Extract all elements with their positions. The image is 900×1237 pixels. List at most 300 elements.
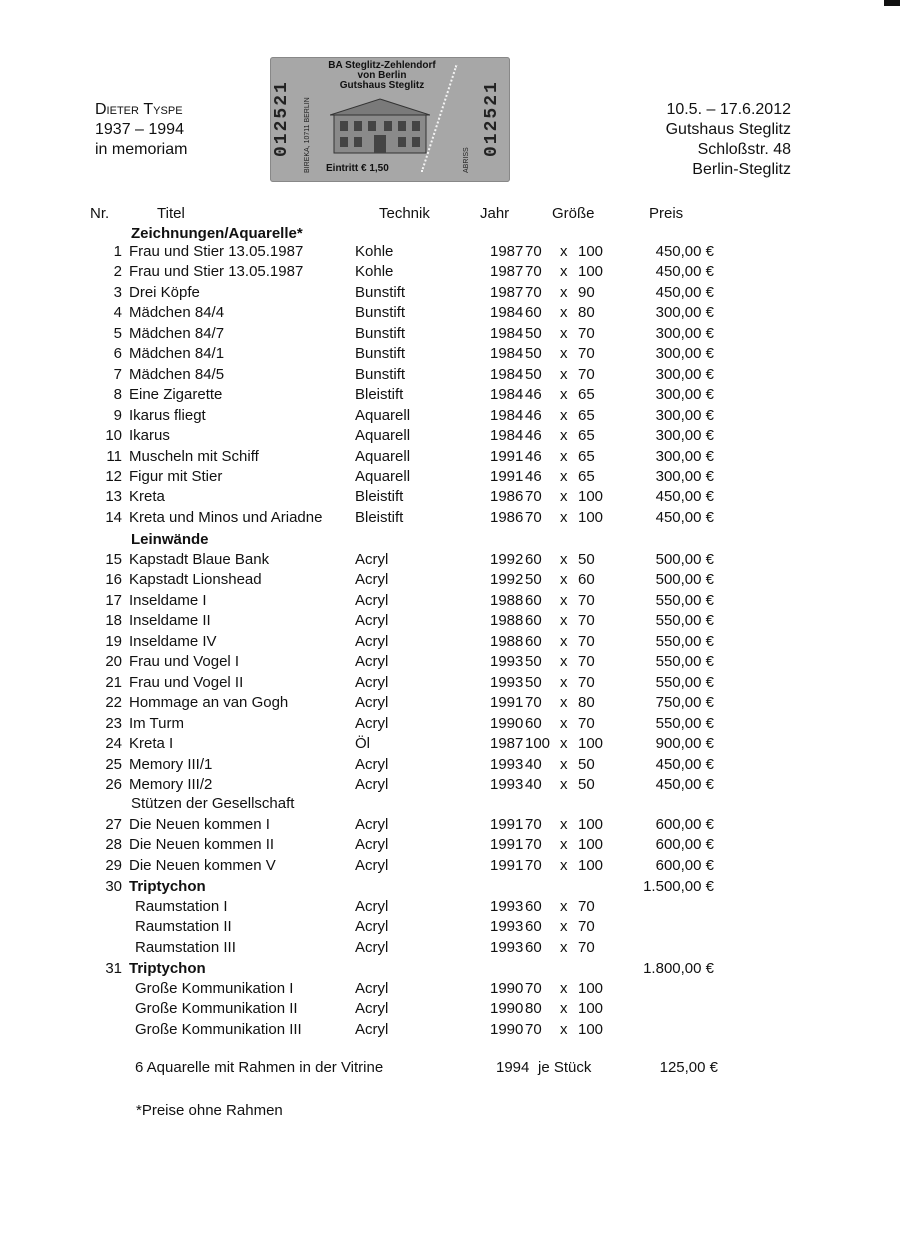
cell-times: x: [560, 447, 568, 465]
cell-price: 1.800,00 €: [643, 960, 714, 977]
cell-year: 1987: [490, 243, 524, 260]
cell-price: 900,00 €: [655, 735, 714, 753]
cell-width: 70: [525, 694, 542, 712]
cell-title: Eine Zigarette: [129, 386, 223, 404]
cell-times: x: [560, 345, 568, 363]
cell-title: Mädchen 84/7: [129, 324, 225, 342]
cell-height: 70: [578, 365, 595, 383]
cell-height: 70: [578, 591, 595, 609]
table-row: [0, 959, 900, 979]
cell-title: Frau und Vogel II: [129, 673, 244, 691]
cell-times: x: [560, 243, 568, 260]
cell-title: Frau und Stier 13.05.1987: [129, 243, 304, 260]
cell-price: 450,00 €: [655, 263, 714, 281]
cell-technique: Bunstift: [355, 345, 406, 363]
cell-nr: 23: [105, 714, 122, 732]
cell-width: 60: [525, 304, 542, 322]
table-row: [0, 1058, 900, 1078]
cell-price: 300,00 €: [655, 304, 714, 322]
cell-year: 1993: [490, 938, 524, 956]
cell-year: 1988: [490, 612, 524, 630]
ticket-line-2: von Berlin: [357, 70, 407, 81]
cell-width: 70: [525, 980, 542, 997]
cell-times: x: [560, 427, 568, 445]
cell-technique: Acryl: [355, 1000, 389, 1018]
cell-height: 70: [578, 632, 595, 650]
cell-title: Mädchen 84/5: [129, 365, 225, 383]
cell-height: 80: [578, 694, 595, 712]
cell-title: Mädchen 84/4: [129, 304, 225, 322]
table-row: [0, 714, 900, 734]
cell-technique: Aquarell: [355, 427, 411, 445]
cell-price: 600,00 €: [655, 836, 714, 854]
cell-height: 70: [578, 673, 595, 691]
cell-price: 450,00 €: [655, 775, 714, 793]
cell-technique: Aquarell: [355, 447, 411, 465]
ticket-abriss: ABRISS: [463, 147, 470, 173]
cell-title: Hommage an van Gogh: [129, 694, 289, 712]
cell-price: 550,00 €: [655, 591, 714, 609]
table-row: [0, 877, 900, 897]
cell-title: Triptychon: [129, 878, 206, 895]
cell-height: 100: [578, 980, 604, 997]
cell-year: 1993: [490, 653, 524, 671]
cell-height: 65: [578, 467, 595, 485]
cell-times: x: [560, 612, 568, 630]
ticket-entry-price: Eintritt € 1,50: [326, 163, 389, 174]
ticket-number-right: 012521: [482, 80, 502, 157]
cell-width: 40: [525, 755, 542, 773]
cell-technique: Acryl: [355, 673, 389, 691]
cell-technique: Acryl: [355, 591, 389, 609]
cell-technique: Acryl: [355, 1020, 389, 1038]
cell-width: 70: [525, 836, 542, 854]
cell-height: 65: [578, 427, 595, 445]
cell-year: 1990: [490, 980, 524, 997]
table-row: [0, 979, 900, 999]
cell-price: 1.500,00 €: [643, 878, 714, 895]
cell-width: 50: [525, 571, 542, 589]
ticket-printer: BIREKA, 10711 BERLIN: [304, 97, 311, 173]
cell-width: 80: [525, 1000, 542, 1018]
cell-title: Inseldame IV: [129, 632, 217, 650]
cell-title: Kapstadt Lionshead: [129, 571, 262, 589]
artist-first-name: Dieter: [95, 101, 139, 118]
cell-year: 1993: [490, 775, 524, 793]
cell-width: 40: [525, 775, 542, 793]
cell-height: 100: [578, 1000, 604, 1018]
table-row: [0, 283, 900, 303]
cell-height: 65: [578, 447, 595, 465]
table-row: [0, 693, 900, 713]
cell-year: 1991: [490, 836, 524, 854]
entry-ticket: [270, 57, 510, 182]
cell-title: Große Kommunikation III: [135, 1020, 302, 1038]
cell-height: 90: [578, 283, 595, 301]
ticket-header: [322, 61, 442, 91]
cell-nr: 22: [105, 694, 122, 712]
cell-title: Inseldame II: [129, 612, 211, 630]
table-row: [0, 632, 900, 652]
cell-price: 500,00 €: [655, 551, 714, 568]
cell-times: x: [560, 1000, 568, 1018]
cell-year: 1991: [490, 447, 524, 465]
cell-title: Ikarus: [129, 427, 170, 445]
cell-technique: Acryl: [355, 836, 389, 854]
cell-times: x: [560, 632, 568, 650]
cell-title: Frau und Stier 13.05.1987: [129, 263, 304, 281]
cell-title: Raumstation II: [135, 918, 232, 936]
cell-nr: 29: [105, 856, 122, 874]
cell-technique: Acryl: [355, 856, 389, 874]
cell-width: 60: [525, 938, 542, 956]
cell-title: Memory III/2: [129, 775, 213, 793]
cell-nr: 28: [105, 836, 122, 854]
cell-price: 450,00 €: [655, 508, 714, 526]
cell-nr: 13: [105, 488, 122, 506]
cell-nr: 27: [105, 816, 122, 833]
table-row: [0, 467, 900, 487]
cell-year: 1987: [490, 263, 524, 281]
event-block: [666, 100, 791, 180]
cell-price: 450,00 €: [655, 283, 714, 301]
cell-title: Kreta und Minos und Ariadne: [129, 508, 323, 526]
cell-title: Figur mit Stier: [129, 467, 223, 485]
cell-year: 1993: [490, 918, 524, 936]
cell-height: 65: [578, 386, 595, 404]
section-canvas: Leinwände: [131, 531, 209, 548]
cell-times: x: [560, 856, 568, 874]
cell-nr: 21: [105, 673, 122, 691]
cell-height: 70: [578, 918, 595, 936]
cell-height: 100: [578, 508, 604, 526]
event-city: Berlin-Steglitz: [692, 161, 791, 178]
cell-nr: 9: [113, 406, 122, 424]
cell-technique: Acryl: [355, 980, 389, 997]
cell-nr: 1: [113, 243, 122, 260]
cell-nr: 7: [113, 365, 122, 383]
cell-price: 450,00 €: [655, 488, 714, 506]
table-row: [0, 550, 900, 570]
cell-width: 50: [525, 345, 542, 363]
cell-height: 80: [578, 304, 595, 322]
cell-nr: 14: [105, 508, 122, 526]
table-row: [0, 1020, 900, 1040]
cell-title: Raumstation III: [135, 938, 236, 956]
cell-price: 550,00 €: [655, 673, 714, 691]
cell-width: 60: [525, 918, 542, 936]
cell-year: 1984: [490, 345, 524, 363]
table-row: [0, 999, 900, 1019]
cell-nr: 25: [105, 755, 122, 773]
cell-title: Triptychon: [129, 960, 206, 977]
table-row: [0, 591, 900, 611]
cell-nr: 15: [105, 551, 122, 568]
cell-technique: Acryl: [355, 653, 389, 671]
cell-times: x: [560, 283, 568, 301]
cell-price: 550,00 €: [655, 632, 714, 650]
cell-title: Memory III/1: [129, 755, 213, 773]
cell-times: x: [560, 980, 568, 997]
cell-times: x: [560, 488, 568, 506]
table-row: [0, 385, 900, 405]
cell-price: 600,00 €: [655, 856, 714, 874]
cell-times: x: [560, 735, 568, 753]
cell-height: 70: [578, 324, 595, 342]
cell-nr: 5: [113, 324, 122, 342]
artist-years: 1937 – 1994: [95, 121, 184, 138]
cell-year: 1986: [490, 508, 524, 526]
cell-times: x: [560, 467, 568, 485]
table-row: [0, 487, 900, 507]
section-drawings: Zeichnungen/Aquarelle*: [131, 225, 303, 242]
cell-nr: 31: [105, 960, 122, 977]
cell-times: x: [560, 755, 568, 773]
ticket-line-1: BA Steglitz-Zehlendorf: [328, 60, 436, 71]
cell-year: 1991: [490, 816, 524, 833]
cell-nr: 8: [113, 386, 122, 404]
cell-height: 70: [578, 898, 595, 915]
cell-year: 1984: [490, 427, 524, 445]
cell-height: 65: [578, 406, 595, 424]
table-row: [0, 447, 900, 467]
building-icon: [330, 95, 430, 157]
cell-price: 300,00 €: [655, 386, 714, 404]
ticket-line-3: Gutshaus Steglitz: [339, 80, 425, 91]
artist-last-name: Tyspe: [143, 101, 183, 118]
cell-times: x: [560, 816, 568, 833]
cell-height: 100: [578, 856, 604, 874]
cell-price: 750,00 €: [655, 694, 714, 712]
cell-width: 100: [525, 735, 551, 753]
cell-technique: Aquarell: [355, 467, 411, 485]
cell-price: 500,00 €: [655, 571, 714, 589]
table-row: [0, 917, 900, 937]
cell-width: 70: [525, 488, 542, 506]
cell-title: Die Neuen kommen V: [129, 856, 276, 874]
cell-times: x: [560, 938, 568, 956]
cell-technique: Bunstift: [355, 304, 406, 322]
cell-title: Die Neuen kommen II: [129, 836, 275, 854]
event-street: Schloßstr. 48: [697, 141, 791, 158]
cell-technique: Acryl: [355, 714, 389, 732]
cell-technique: Acryl: [355, 918, 389, 936]
cell-times: x: [560, 304, 568, 322]
cell-width: 70: [525, 816, 542, 833]
cell-width: 60: [525, 714, 542, 732]
cell-height: 100: [578, 263, 604, 281]
cell-width: 50: [525, 365, 542, 383]
cell-title: Große Kommunikation I: [135, 980, 294, 997]
cell-price: 300,00 €: [655, 406, 714, 424]
cell-year: 1984: [490, 406, 524, 424]
cell-title: Frau und Vogel I: [129, 653, 240, 671]
cell-title: Die Neuen kommen I: [129, 816, 270, 833]
cell-height: 50: [578, 775, 595, 793]
cell-nr: 2: [113, 263, 122, 281]
table-row: [0, 344, 900, 364]
table-row: [0, 856, 900, 876]
col-header-title: Titel: [157, 205, 185, 222]
cell-technique: Öl: [355, 735, 370, 753]
cell-title: Raumstation I: [135, 898, 228, 915]
table-row: [0, 406, 900, 426]
cell-height: 100: [578, 836, 604, 854]
cell-price: 550,00 €: [655, 612, 714, 630]
ticket-number-left: 012521: [272, 80, 292, 157]
cell-year: 1984: [490, 324, 524, 342]
cell-times: x: [560, 386, 568, 404]
cell-width: 46: [525, 427, 542, 445]
cell-times: x: [560, 406, 568, 424]
cell-technique: Bunstift: [355, 283, 406, 301]
cell-times: x: [560, 653, 568, 671]
cell-year: 1991: [490, 467, 524, 485]
cell-technique: Acryl: [355, 612, 389, 630]
cell-width: 46: [525, 467, 542, 485]
cell-nr: 10: [105, 427, 122, 445]
cell-title: Kreta I: [129, 735, 174, 753]
cell-times: x: [560, 714, 568, 732]
table-row: [0, 897, 900, 917]
section-pillars: Stützen der Gesellschaft: [131, 795, 295, 812]
cell-height: 100: [578, 735, 604, 753]
cell-technique: Acryl: [355, 632, 389, 650]
cell-year: 1987: [490, 283, 524, 301]
cell-times: x: [560, 571, 568, 589]
cell-width: 60: [525, 612, 542, 630]
cell-year: 1992: [490, 571, 524, 589]
cell-price: 550,00 €: [655, 653, 714, 671]
cell-width: 60: [525, 551, 542, 568]
cell-price: 550,00 €: [655, 714, 714, 732]
cell-year: 1984: [490, 304, 524, 322]
cell-title: Kreta: [129, 488, 165, 506]
cell-title: Muscheln mit Schiff: [129, 447, 259, 465]
table-row: [0, 224, 900, 244]
cell-width: 60: [525, 591, 542, 609]
cell-price: 300,00 €: [655, 427, 714, 445]
cell-times: x: [560, 365, 568, 383]
table-row: [0, 426, 900, 446]
cell-width: 50: [525, 673, 542, 691]
cell-title: Drei Köpfe: [129, 283, 200, 301]
cell-technique: Kohle: [355, 263, 394, 281]
table-row: [0, 324, 900, 344]
cell-height: 100: [578, 816, 604, 833]
cell-nr: 17: [105, 591, 122, 609]
cell-times: x: [560, 694, 568, 712]
cell-width: 46: [525, 406, 542, 424]
cell-times: x: [560, 1020, 568, 1038]
cell-title: Im Turm: [129, 714, 184, 732]
col-header-year: Jahr: [480, 205, 510, 222]
cell-year: 1993: [490, 898, 524, 915]
cell-times: x: [560, 898, 568, 915]
table-row: [0, 734, 900, 754]
table-row: [0, 775, 900, 795]
cell-year: 1991: [490, 694, 524, 712]
cell-height: 100: [578, 1020, 604, 1038]
table-row: [0, 673, 900, 693]
vitrine-price: 125,00 €: [659, 1059, 718, 1076]
cell-price: 450,00 €: [655, 243, 714, 260]
cell-price: 450,00 €: [655, 755, 714, 773]
cell-technique: Bleistift: [355, 508, 404, 526]
cell-technique: Acryl: [355, 694, 389, 712]
cell-technique: Acryl: [355, 755, 389, 773]
cell-nr: 3: [113, 283, 122, 301]
cell-year: 1993: [490, 755, 524, 773]
cell-title: Kapstadt Blaue Bank: [129, 551, 270, 568]
cell-nr: 16: [105, 571, 122, 589]
table-row: [0, 755, 900, 775]
table-row: [0, 365, 900, 385]
cell-height: 70: [578, 938, 595, 956]
vitrine-title: 6 Aquarelle mit Rahmen in der Vitrine: [135, 1059, 384, 1076]
cell-height: 100: [578, 243, 604, 260]
cell-year: 1987: [490, 735, 524, 753]
cell-price: 300,00 €: [655, 365, 714, 383]
cell-technique: Bunstift: [355, 324, 406, 342]
table-row: [0, 570, 900, 590]
cell-nr: 26: [105, 775, 122, 793]
cell-nr: 12: [105, 467, 122, 485]
cell-width: 46: [525, 447, 542, 465]
cell-nr: 30: [105, 878, 122, 895]
cell-price: 600,00 €: [655, 816, 714, 833]
cell-times: x: [560, 263, 568, 281]
cell-width: 60: [525, 632, 542, 650]
artist-memoriam: in memoriam: [95, 141, 188, 158]
cell-title: Inseldame I: [129, 591, 207, 609]
cell-width: 50: [525, 653, 542, 671]
cell-technique: Acryl: [355, 898, 389, 915]
cell-nr: 18: [105, 612, 122, 630]
cell-year: 1988: [490, 591, 524, 609]
cell-width: 70: [525, 243, 542, 260]
table-row: [0, 530, 900, 550]
cell-width: 70: [525, 1020, 542, 1038]
cell-technique: Acryl: [355, 571, 389, 589]
cell-technique: Acryl: [355, 938, 389, 956]
cell-nr: 24: [105, 735, 122, 753]
cell-height: 60: [578, 571, 595, 589]
cell-technique: Acryl: [355, 775, 389, 793]
table-row: [0, 794, 900, 814]
cell-price: 300,00 €: [655, 447, 714, 465]
table-row: [0, 303, 900, 323]
cell-width: 60: [525, 898, 542, 915]
cell-height: 70: [578, 612, 595, 630]
cell-height: 50: [578, 551, 595, 568]
cell-price: 300,00 €: [655, 345, 714, 363]
cell-year: 1993: [490, 673, 524, 691]
cell-width: 70: [525, 508, 542, 526]
table-row: [0, 835, 900, 855]
artist-block: [95, 100, 187, 160]
vitrine-year: 1994: [496, 1059, 530, 1076]
cell-times: x: [560, 673, 568, 691]
event-venue: Gutshaus Steglitz: [665, 121, 791, 138]
cell-year: 1990: [490, 1020, 524, 1038]
cell-height: 50: [578, 755, 595, 773]
cell-times: x: [560, 324, 568, 342]
table-row: [0, 611, 900, 631]
cell-times: x: [560, 591, 568, 609]
cell-technique: Acryl: [355, 816, 389, 833]
cell-technique: Bleistift: [355, 488, 404, 506]
